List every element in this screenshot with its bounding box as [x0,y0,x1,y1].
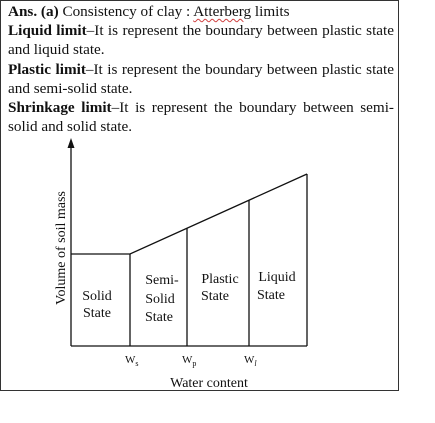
definition-text: –It is represent the boundary between semi-solid and solid state. [8,99,394,136]
answer-title-term: Atterberg [193,3,252,20]
state-label-line: State [83,306,111,321]
state-label-liquid [257,270,296,303]
answer-label: Ans. (a) [8,3,59,20]
definition-term: Plastic limit [8,60,86,78]
answer-title-post: limits [251,3,290,20]
plastic-limit-symbol: $W_p$ [182,354,197,368]
definition-term: Liquid limit [8,22,87,40]
definition-text: –It is represent the boundary between plastic state and semi-solid state. [8,60,394,97]
state-label-line: Solid [145,292,175,307]
shrinkage-limit-symbol: $W_s$ [125,354,139,368]
state-label-line: State [201,289,229,304]
answer-title-pre: Consistency of clay : [62,3,194,20]
state-label-line: State [257,288,285,303]
state-label-line: Semi- [145,273,179,288]
state-label-plastic [201,272,239,304]
state-label-line: Plastic [201,272,239,287]
state-label-solid [82,289,112,321]
state-label-semi-solid [145,273,179,325]
x-axis-label: Water content [170,376,248,391]
atterberg-limits-diagram [1,1,400,392]
state-label-line: State [145,310,173,325]
y-axis-label: Volume of soil mass [54,191,69,305]
state-label-line: Solid [82,289,112,304]
volume-curve [71,174,307,254]
y-axis-arrow-icon [68,138,75,148]
liquid-limit-symbol: $W_l$ [244,354,257,368]
definition-term: Shrinkage limit [8,99,112,117]
state-label-line: Liquid [258,270,296,285]
definition-text: –It is represent the boundary between plastic state and liquid state. [8,22,394,59]
